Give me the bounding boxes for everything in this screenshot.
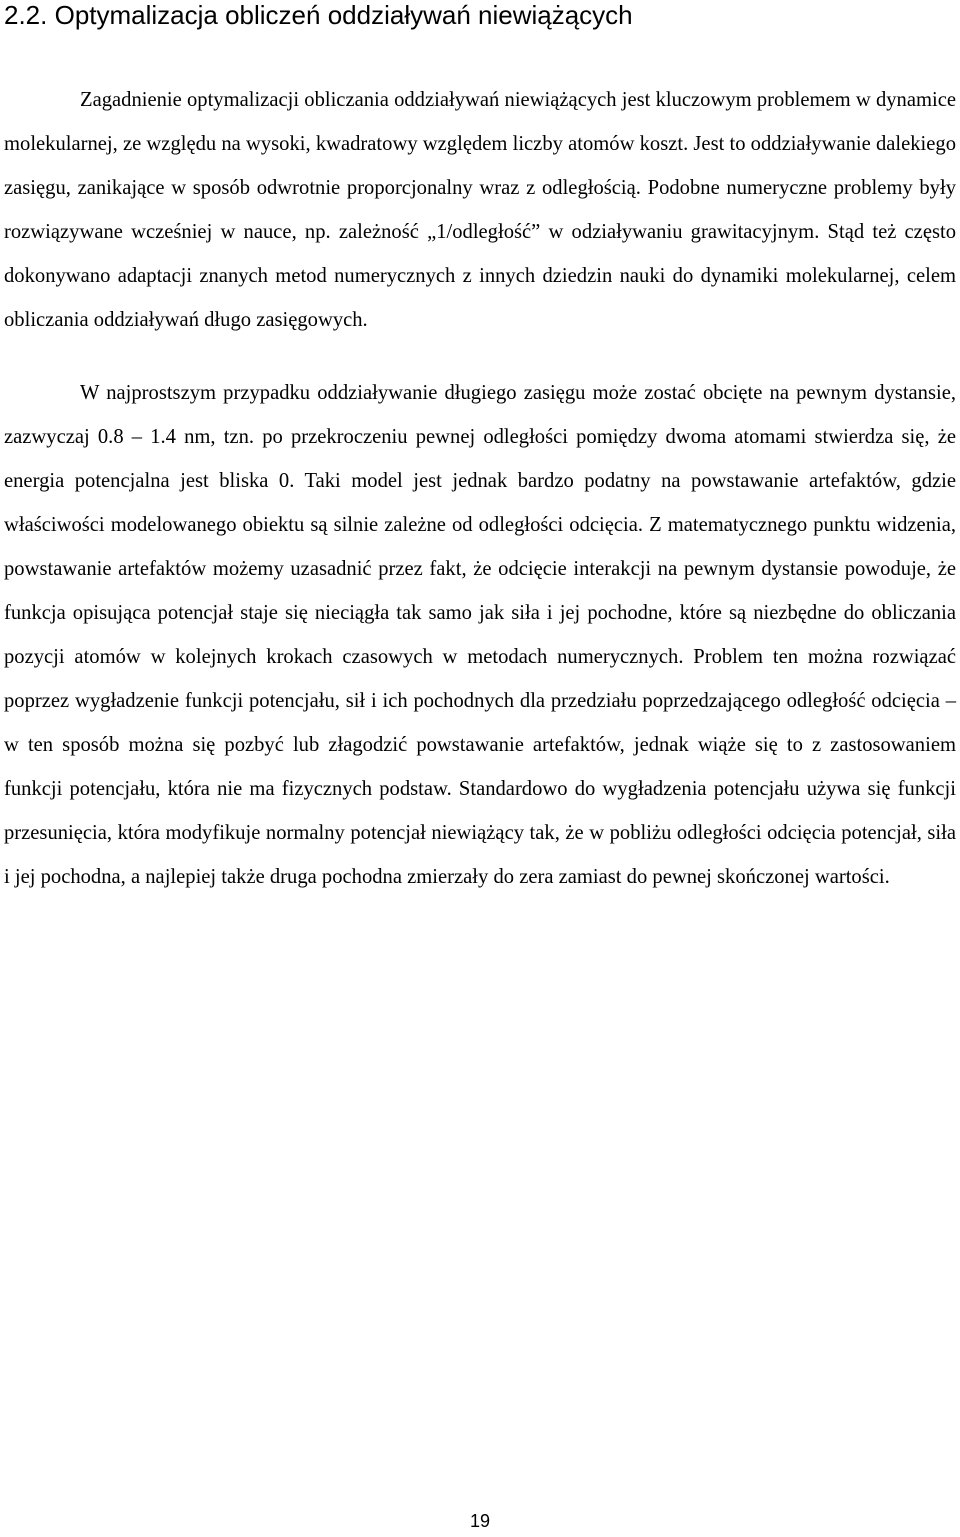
- paragraph-1: Zagadnienie optymalizacji obliczania oddziaływań niewiążących jest kluczowym problemem w dynamice molekularnej, ze względu na wysoki, kwadratowy względem liczby atomów koszt. Jest to oddziaływanie dalekiego zasięgu, zanikające w sposób odwrotnie proporcjonalny wraz z odległością. Podobne numeryczne problemy były rozwiązywane wcześniej w nauce, np. zależność „1/odległość” w odziaływaniu grawitacyjnym. Stąd też często dokonywano adaptacji znanych metod numerycznych z innych dziedzin nauki do dynamiki molekularnej, celem obliczania oddziaływań długo zasięgowych.: [4, 89, 956, 331]
- section-heading: 2.2. Optymalizacja obliczeń oddziaływań niewiążących: [4, 0, 633, 30]
- paragraph-2: W najprostszym przypadku oddziaływanie długiego zasięgu może zostać obcięte na pewnym dystansie, zazwyczaj 0.8 – 1.4 nm, tzn. po przekroczeniu pewnej odległości pomiędzy dwoma atomami stwierdza się, że energia potencjalna jest bliska 0. Taki model jest jednak bardzo podatny na powstawanie artefaktów, gdzie właściwości modelowanego obiektu są silnie zależne od odległości odcięcia. Z matematycznego punktu widzenia, powstawanie artefaktów możemy uzasadnić przez fakt, że odcięcie interakcji na pewnym dystansie powoduje, że funkcja opisująca potencjał staje się nieciągła tak samo jak siła i jej pochodne, które są niezbędne do obliczania pozycji atomów w kolejnych krokach czasowych w metodach numerycznych. Problem ten można rozwiązać poprzez wygładzenie funkcji potencjału, sił i ich pochodnych dla przedziału poprzedzającego odległość odcięcia – w ten sposób można się pozbyć lub złagodzić powstawanie artefaktów, jednak wiąże się to z zastosowaniem funkcji potencjału, która nie ma fizycznych podstaw. Standardowo do wygładzenia potencjału używa się funkcji przesunięcia, która modyfikuje normalny potencjał niewiążący tak, że w pobliżu odległości odcięcia potencjał, siła i jej pochodna, a najlepiej także druga pochodna zmierzały do zera zamiast do pewnej skończonej wartości.: [4, 382, 956, 888]
- page-number: 19: [469, 1511, 491, 1531]
